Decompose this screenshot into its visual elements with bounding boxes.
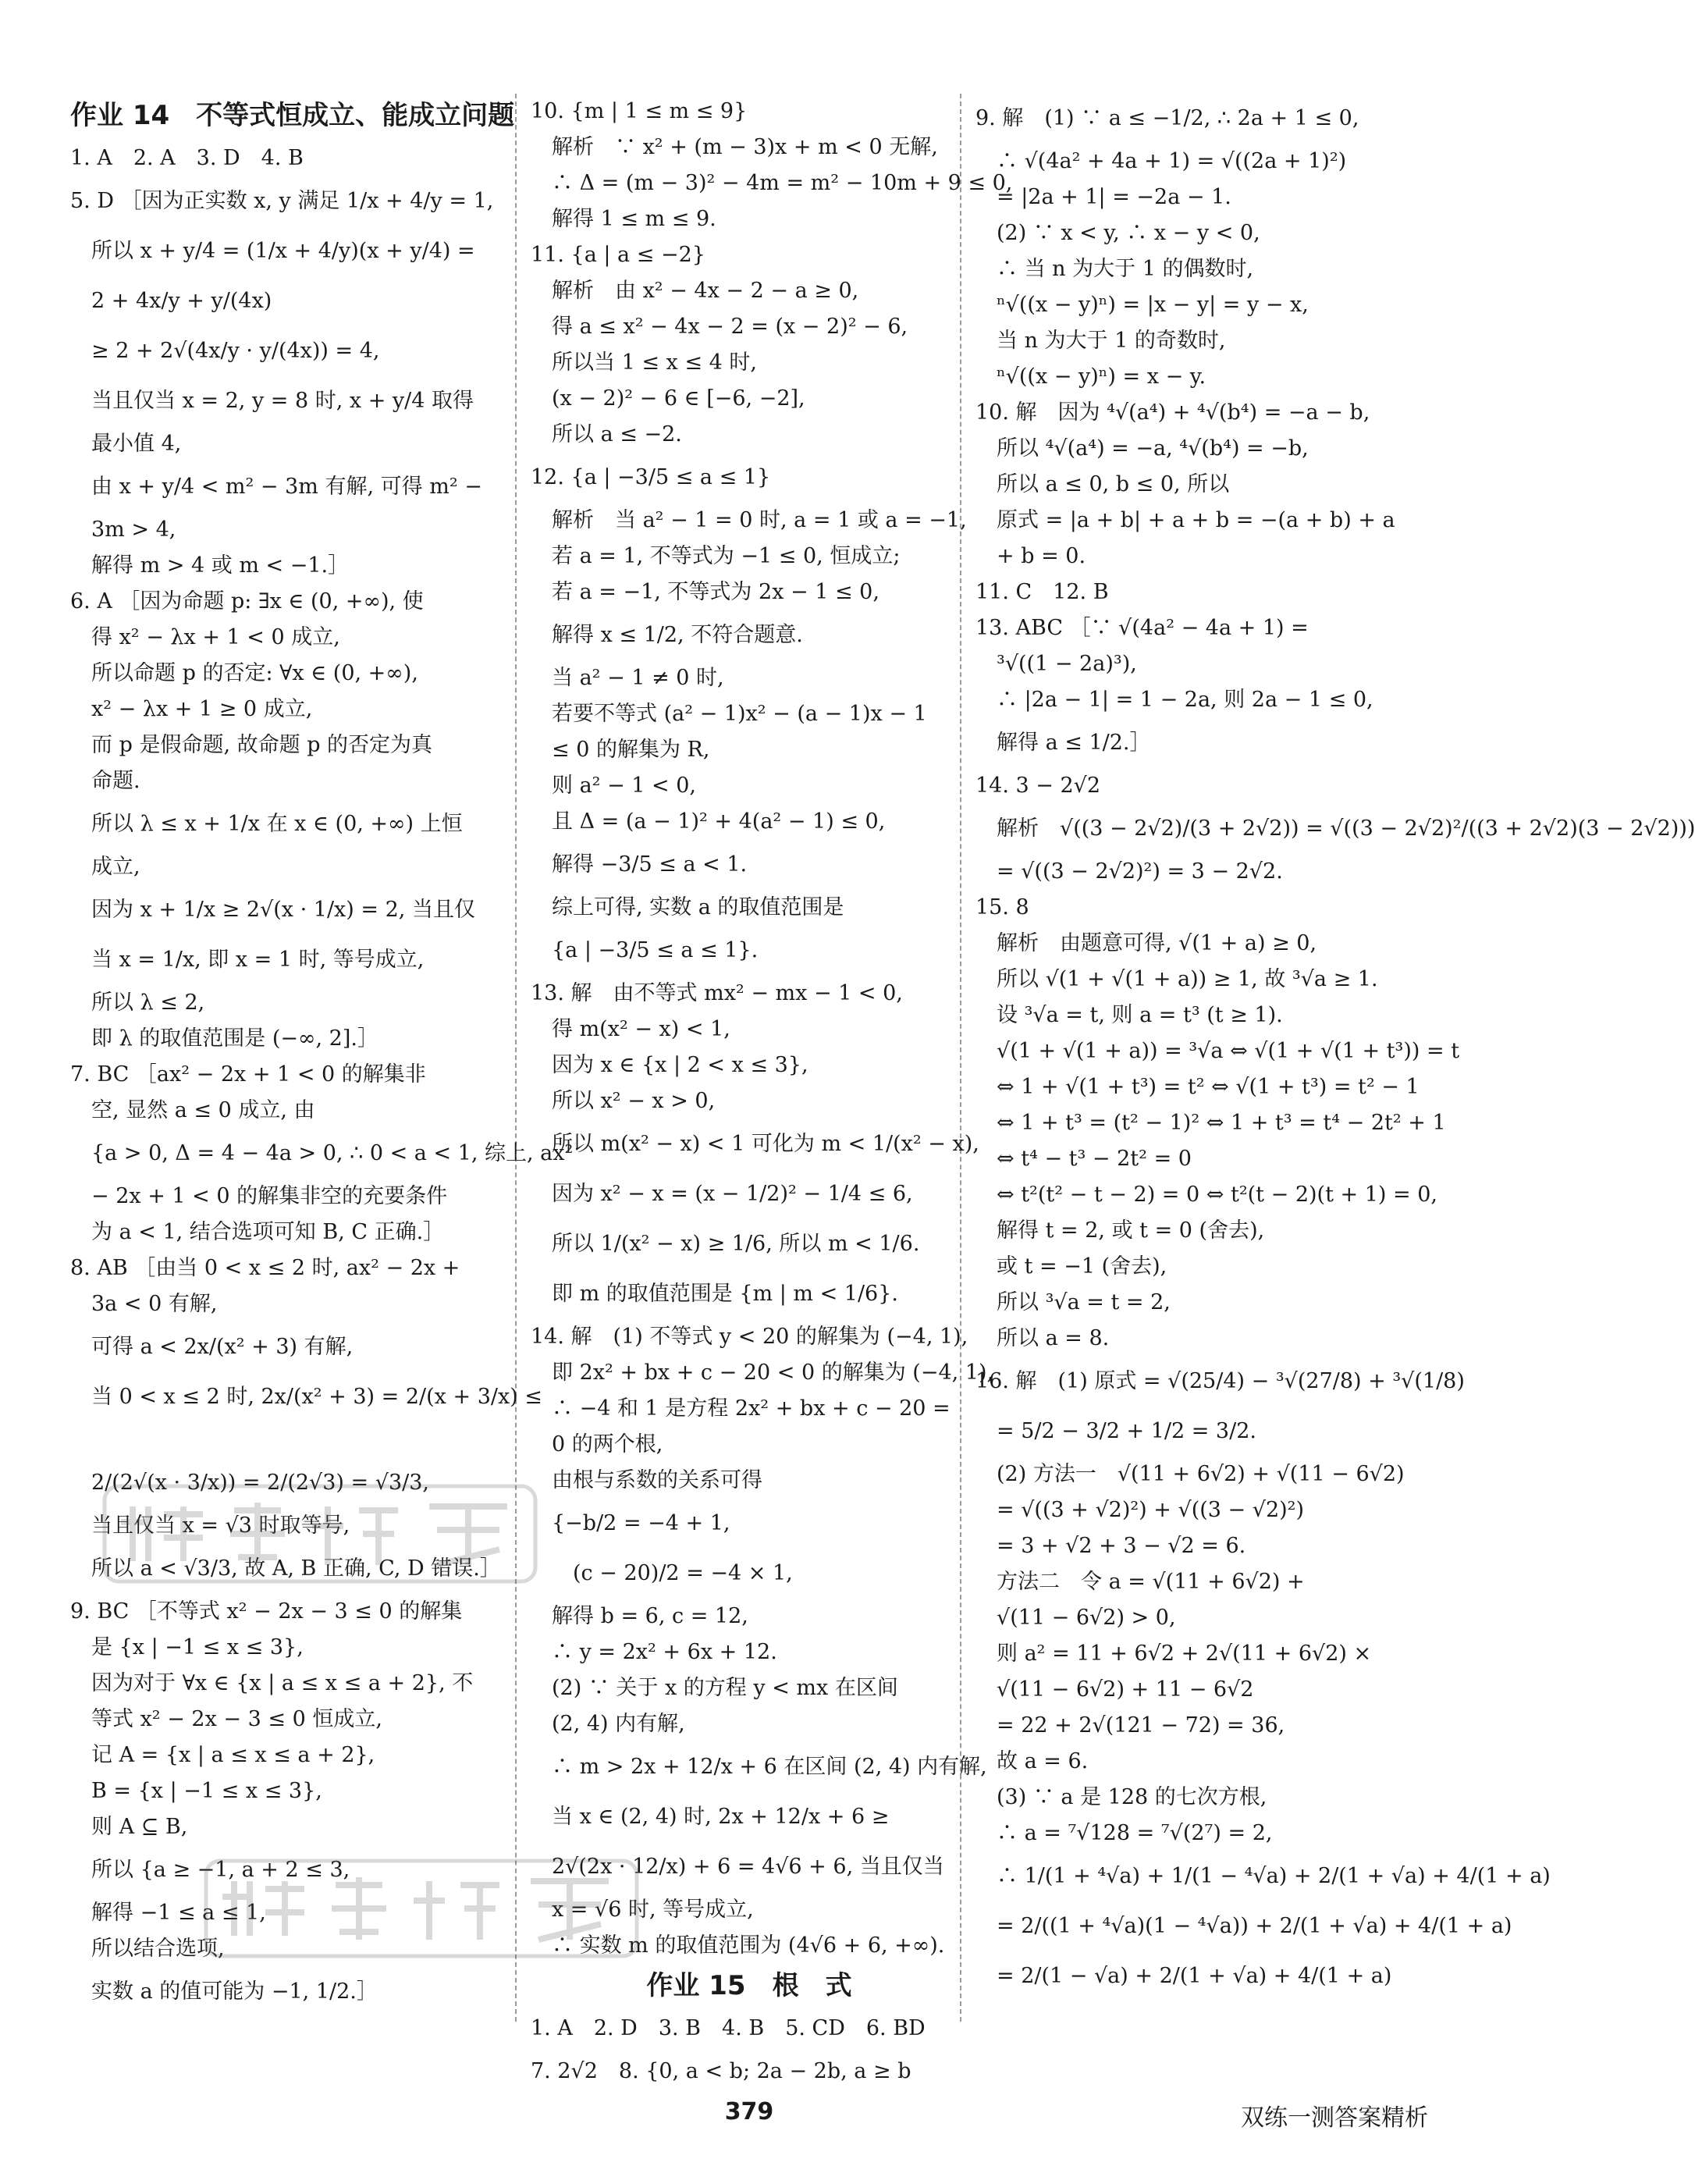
answer-line: ∴ |2a − 1| = 1 − 2a, 则 2a − 1 ≤ 0, — [975, 688, 1373, 712]
answer-line: 解得 t = 2, 或 t = 0 (舍去), — [975, 1218, 1265, 1243]
answer-line: 而 p 是假命题, 故命题 p 的否定为真 — [70, 733, 433, 757]
answer-line: 13. ABC ［∵ √(4a² − 4a + 1) = — [975, 616, 1309, 640]
answer-line: ∴ 1/(1 + ⁴√a) + 1/(1 − ⁴√a) + 2/(1 + √a) + 4/(1 + a) — [975, 1864, 1551, 1888]
answer-line: x = √6 时, 等号成立, — [531, 1898, 754, 1922]
answer-line: 9. 解 (1) ∵ a ≤ −1/2, ∴ 2a + 1 ≤ 0, — [975, 106, 1359, 130]
answer-line: ⇔ 1 + √(1 + t³) = t² ⇔ √(1 + t³) = t² − 1 — [975, 1075, 1420, 1099]
answer-line: 则 a² = 11 + 6√2 + 2√(11 + 6√2) × — [975, 1642, 1372, 1666]
answer-line: ⇔ t⁴ − t³ − 2t² = 0 — [975, 1147, 1192, 1171]
answer-line: (2, 4) 内有解, — [531, 1712, 685, 1736]
answer-line: 1. A 2. D 3. B 4. B 5. CD 6. BD — [531, 2016, 926, 2040]
answer-line: 解得 b = 6, c = 12, — [531, 1604, 748, 1628]
answer-line: 则 A ⊆ B, — [70, 1815, 188, 1839]
answer-line: 得 a ≤ x² − 4x − 2 = (x − 2)² − 6, — [531, 315, 908, 339]
answer-line: 当 n 为大于 1 的奇数时, — [975, 329, 1226, 353]
answer-line: 所以 a ≤ 0, b ≤ 0, 所以 — [975, 472, 1230, 496]
answer-line: 5. D ［因为正实数 x, y 满足 1/x + 4/y = 1, — [70, 189, 494, 213]
answer-line: 16. 解 (1) 原式 = √(25/4) − ³√(27/8) + ³√(1/8) — [975, 1369, 1465, 1393]
answer-line: 因为对于 ∀x ∈ {x | a ≤ x ≤ a + 2}, 不 — [70, 1671, 474, 1695]
answer-line: 得 x² − λx + 1 < 0 成立, — [70, 625, 340, 649]
answer-line: 9. BC ［不等式 x² − 2x − 3 ≤ 0 的解集 — [70, 1599, 463, 1624]
answer-line: 6. A ［因为命题 p: ∃x ∈ (0, +∞), 使 — [70, 589, 424, 614]
answer-line: 11. C 12. B — [975, 580, 1109, 604]
answer-line: 所以 a ≤ −2. — [531, 422, 682, 446]
answer-line: 若 a = 1, 不等式为 −1 ≤ 0, 恒成立; — [531, 544, 901, 568]
answer-line: 13. 解 由不等式 mx² − mx − 1 < 0, — [531, 981, 903, 1005]
answer-line: ∴ y = 2x² + 6x + 12. — [531, 1640, 777, 1664]
answer-line: 等式 x² − 2x − 3 ≤ 0 恒成立, — [70, 1707, 382, 1731]
answer-line: 所以 m(x² − x) < 1 可化为 m < 1/(x² − x), — [531, 1132, 979, 1156]
answer-line: ⇔ t²(t² − t − 2) = 0 ⇔ t²(t − 2)(t + 1) = 0, — [975, 1183, 1437, 1207]
answer-line: 或 t = −1 (舍去), — [975, 1254, 1167, 1279]
answer-line: 若 a = −1, 不等式为 2x − 1 ≤ 0, — [531, 580, 879, 604]
answer-line: 2/(2√(x · 3/x)) = 2/(2√3) = √3/3, — [70, 1471, 429, 1495]
answer-line: 命题. — [70, 769, 140, 793]
answer-line: 所以 {a ≥ −1, a + 2 ≤ 3, — [70, 1858, 350, 1882]
column-left — [70, 94, 574, 2061]
column-divider — [515, 94, 517, 2022]
answer-line: 2 + 4x/y + y/(4x) — [70, 289, 272, 313]
answer-line: 解析 由 x² − 4x − 2 − a ≥ 0, — [531, 279, 859, 303]
answer-line: 所以 a = 8. — [975, 1326, 1110, 1350]
answer-line — [70, 1422, 507, 1458]
answer-line: 所以 x + y/4 = (1/x + 4/y)(x + y/4) = — [70, 239, 475, 263]
answer-line: 所以 ³√a = t = 2, — [975, 1290, 1171, 1314]
answer-line: (c − 20)/2 = −4 × 1, — [531, 1561, 793, 1585]
answer-line: 即 λ 的取值范围是 (−∞, 2].］ — [70, 1026, 378, 1051]
answer-line: 所以 1/(x² − x) ≥ 1/6, 所以 m < 1/6. — [531, 1232, 920, 1256]
answer-line: 设 ³√a = t, 则 a = t³ (t ≥ 1). — [975, 1003, 1283, 1027]
answer-line: {−b/2 = −4 + 1, — [531, 1511, 730, 1535]
answer-line: ∴ Δ = (m − 3)² − 4m = m² − 10m + 9 ≤ 0, — [531, 171, 1013, 195]
book-title: 双练一测答案精析 — [1241, 2104, 1428, 2132]
answer-line: 所以当 1 ≤ x ≤ 4 时, — [531, 350, 757, 375]
answer-line: 当且仅当 x = √3 时取等号, — [70, 1514, 350, 1538]
answer-line: 解析 当 a² − 1 = 0 时, a = 1 或 a = −1, — [531, 508, 967, 532]
answer-line: 7. 2√2 8. {0, a < b; 2a − 2b, a ≥ b — [531, 2059, 911, 2083]
answer-line: x² − λx + 1 ≥ 0 成立, — [70, 697, 313, 721]
answer-line: √(11 − 6√2) > 0, — [975, 1606, 1176, 1630]
answer-line: 为 a < 1, 结合选项可知 B, C 正确.］ — [70, 1220, 445, 1244]
answer-line: B = {x | −1 ≤ x ≤ 3}, — [70, 1779, 322, 1803]
answer-line: ³√((1 − 2a)³), — [975, 652, 1137, 676]
answer-line: (x − 2)² − 6 ∈ [−6, −2], — [531, 386, 805, 411]
answer-line: 2√(2x · 12/x) + 6 = 4√6 + 6, 当且仅当 — [531, 1855, 944, 1879]
answer-line: 7. BC ［ax² − 2x + 1 < 0 的解集非 — [70, 1062, 426, 1087]
answer-line: = |2a + 1| = −2a − 1. — [975, 185, 1231, 209]
answer-line: ≤ 0 的解集为 R, — [531, 738, 710, 762]
answer-line: 可得 a < 2x/(x² + 3) 有解, — [70, 1335, 354, 1359]
answer-line: 所以 λ ≤ 2, — [70, 991, 205, 1015]
answer-line: 所以 a < √3/3, 故 A, B 正确, C, D 错误.］ — [70, 1556, 501, 1581]
answer-line: 解析 √((3 − 2√2)/(3 + 2√2)) = √((3 − 2√2)²/((3 + 2√2)(3 − 2√2))) — [975, 816, 1695, 841]
answer-line: 由根与系数的关系可得 — [531, 1468, 762, 1492]
answer-line: (2) 方法一 √(11 + 6√2) + √(11 − 6√2) — [975, 1462, 1405, 1486]
answer-line: 10. 解 因为 ⁴√(a⁴) + ⁴√(b⁴) = −a − b, — [975, 400, 1370, 425]
answer-line: 最小值 4, — [70, 432, 182, 456]
answer-line: 得 m(x² − x) < 1, — [531, 1017, 730, 1041]
answer-line: ⁿ√((x − y)ⁿ) = x − y. — [975, 365, 1206, 389]
answer-line: {a > 0, Δ = 4 − 4a > 0, ∴ 0 < a < 1, 综上, ax² — [70, 1141, 574, 1165]
answer-line: 是 {x | −1 ≤ x ≤ 3}, — [70, 1635, 304, 1659]
answer-line: ∴ 实数 m 的取值范围为 (4√6 + 6, +∞). — [531, 1933, 945, 1958]
answer-line: 综上可得, 实数 a 的取值范围是 — [531, 895, 844, 919]
answer-line: = √((3 − 2√2)²) = 3 − 2√2. — [975, 859, 1283, 884]
answer-line: 14. 解 (1) 不等式 y < 20 的解集为 (−4, 1), — [531, 1325, 968, 1349]
answer-line: √(11 − 6√2) + 11 − 6√2 — [975, 1677, 1254, 1702]
answer-line: = 2/((1 + ⁴√a)(1 − ⁴√a)) + 2/(1 + √a) + 4/(1 + a) — [975, 1914, 1512, 1938]
answer-line: 所以 ⁴√(a⁴) = −a, ⁴√(b⁴) = −b, — [975, 436, 1309, 461]
answer-line: 0 的两个根, — [531, 1432, 663, 1457]
answer-line: 所以 λ ≤ x + 1/x 在 x ∈ (0, +∞) 上恒 — [70, 812, 463, 836]
answer-line: 方法二 令 a = √(11 + 6√2) + — [975, 1570, 1305, 1594]
answer-line: √(1 + √(1 + a)) = ³√a ⇔ √(1 + √(1 + t³)) = t — [975, 1039, 1460, 1063]
answer-line: 则 a² − 1 < 0, — [531, 774, 697, 798]
answer-line: ⇔ 1 + t³ = (t² − 1)² ⇔ 1 + t³ = t⁴ − 2t² + 1 — [975, 1111, 1446, 1135]
answer-line: 因为 x + 1/x ≥ 2√(x · 1/x) = 2, 当且仅 — [70, 898, 475, 922]
answer-line: 空, 显然 a ≤ 0 成立, 由 — [70, 1098, 315, 1122]
answer-line: 解得 x ≤ 1/2, 不符合题意. — [531, 623, 803, 647]
answer-line: − 2x + 1 < 0 的解集非空的充要条件 — [70, 1184, 448, 1208]
answer-line: 11. {a | a ≤ −2} — [531, 243, 705, 267]
answer-line: 3m > 4, — [70, 518, 176, 542]
answer-line: 由 x + y/4 < m² − 3m 有解, 可得 m² − — [70, 475, 482, 499]
answer-line: 当 a² − 1 ≠ 0 时, — [531, 666, 724, 690]
answer-line: ≥ 2 + 2√(4x/y · y/(4x)) = 4, — [70, 339, 380, 363]
answer-line: = √((3 + √2)²) + √((3 − √2)²) — [975, 1498, 1305, 1522]
answer-line: ∴ √(4a² + 4a + 1) = √((2a + 1)²) — [975, 149, 1347, 173]
answer-line: 当 x = 1/x, 即 x = 1 时, 等号成立, — [70, 948, 425, 972]
answer-line: 所以 √(1 + √(1 + a)) ≥ 1, 故 ³√a ≥ 1. — [975, 967, 1378, 991]
answer-line: 解得 −3/5 ≤ a < 1. — [531, 852, 748, 877]
answer-line: 14. 3 − 2√2 — [975, 774, 1101, 798]
answer-line: = 3 + √2 + 3 − √2 = 6. — [975, 1534, 1246, 1558]
answer-line: 解析 ∵ x² + (m − 3)x + m < 0 无解, — [531, 135, 938, 159]
answer-line: (3) ∵ a 是 128 的七次方根, — [975, 1785, 1267, 1809]
answer-line: + b = 0. — [975, 544, 1086, 568]
answer-line: 所以结合选项, — [70, 1937, 225, 1961]
answer-line: {a | −3/5 ≤ a ≤ 1}. — [531, 938, 759, 962]
answer-line: 原式 = |a + b| + a + b = −(a + b) + a — [975, 508, 1395, 532]
answer-line: ∴ 当 n 为大于 1 的偶数时, — [975, 257, 1254, 281]
answer-line: 且 Δ = (a − 1)² + 4(a² − 1) ≤ 0, — [531, 809, 886, 834]
answer-line: 解析 由题意可得, √(1 + a) ≥ 0, — [975, 931, 1317, 955]
answer-line: 8. AB ［由当 0 < x ≤ 2 时, ax² − 2x + — [70, 1256, 460, 1280]
answer-line: = 2/(1 − √a) + 2/(1 + √a) + 4/(1 + a) — [975, 1964, 1392, 1988]
answer-line: ∴ a = ⁷√128 = ⁷√(2⁷) = 2, — [975, 1821, 1273, 1845]
answer-line: 故 a = 6. — [975, 1749, 1089, 1773]
answer-line: 当且仅当 x = 2, y = 8 时, x + y/4 取得 — [70, 389, 474, 413]
answer-line: (2) ∵ x < y, ∴ x − y < 0, — [975, 221, 1260, 245]
answer-line: 当 x ∈ (2, 4) 时, 2x + 12/x + 6 ≥ — [531, 1805, 890, 1829]
answer-line: 若要不等式 (a² − 1)x² − (a − 1)x − 1 — [531, 702, 927, 726]
answer-line: ∴ −4 和 1 是方程 2x² + bx + c − 20 = — [531, 1396, 951, 1421]
answer-line: ∴ m > 2x + 12/x + 6 在区间 (2, 4) 内有解, — [531, 1755, 987, 1779]
answer-line: 3a < 0 有解, — [70, 1292, 218, 1316]
answer-line: = 22 + 2√(121 − 72) = 36, — [975, 1713, 1285, 1738]
page-number: 379 — [724, 2098, 774, 2125]
answer-line: 解得 1 ≤ m ≤ 9. — [531, 207, 716, 231]
answer-line: 实数 a 的值可能为 −1, 1/2.］ — [70, 1979, 378, 2004]
column-right — [975, 94, 1695, 2061]
answer-line: 1. A 2. A 3. D 4. B — [70, 146, 304, 170]
answer-line: 即 2x² + bx + c − 20 < 0 的解集为 (−4, 1), — [531, 1361, 994, 1385]
answer-line: 解得 −1 ≤ a ≤ 1, — [70, 1901, 266, 1925]
answer-line: 即 m 的取值范围是 {m | m < 1/6}. — [531, 1282, 898, 1306]
answer-line: 10. {m | 1 ≤ m ≤ 9} — [531, 99, 748, 123]
answer-line: 所以 x² − x > 0, — [531, 1089, 716, 1113]
answer-line: 解得 m > 4 或 m < −1.］ — [70, 553, 350, 578]
answer-line: (2) ∵ 关于 x 的方程 y < mx 在区间 — [531, 1676, 898, 1700]
answer-line: ⁿ√((x − y)ⁿ) = |x − y| = y − x, — [975, 293, 1309, 317]
section-heading-15: 作业 15 根 式 — [646, 1970, 852, 2001]
answer-line: 记 A = {x | a ≤ x ≤ a + 2}, — [70, 1743, 375, 1767]
answer-line: 因为 x ∈ {x | 2 < x ≤ 3}, — [531, 1053, 808, 1077]
answer-line: 因为 x² − x = (x − 1/2)² − 1/4 ≤ 6, — [531, 1182, 913, 1206]
answer-line: 15. 8 — [975, 895, 1029, 919]
answer-line: 所以命题 p 的否定: ∀x ∈ (0, +∞), — [70, 661, 418, 685]
section-heading-14: 作业 14 不等式恒成立、能成立问题 — [70, 100, 515, 131]
answer-line: 解得 a ≤ 1/2.］ — [975, 731, 1151, 755]
answer-line: 12. {a | −3/5 ≤ a ≤ 1} — [531, 465, 771, 489]
answer-line: = 5/2 − 3/2 + 1/2 = 3/2. — [975, 1419, 1256, 1443]
answer-line: 成立, — [70, 855, 140, 879]
answer-line: 当 0 < x ≤ 2 时, 2x/(x² + 3) = 2/(x + 3/x) ≤ — [70, 1385, 542, 1409]
